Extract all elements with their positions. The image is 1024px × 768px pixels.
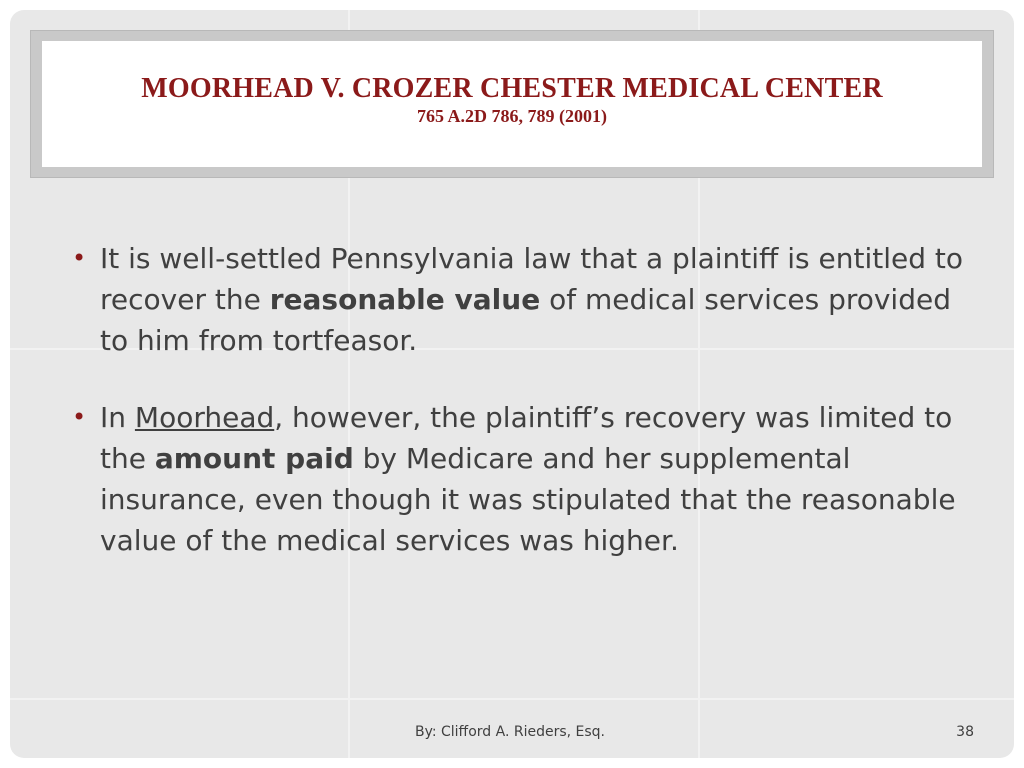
footer-author: By: Clifford A. Rieders, Esq. <box>414 724 606 740</box>
bullet-text: , however, the plaintiff’s recovery was limited to the <box>100 401 953 475</box>
bullet-marker-icon: • <box>72 244 87 272</box>
bullet-underlined-text: Moorhead <box>134 401 275 434</box>
slide-subtitle-citation: 765 A.2D 786, 789 (2001) <box>417 106 607 126</box>
bullet-text: by Medicare and her supplemental insurance, even though it was stipulated that the reasonable value of the medical services was higher. <box>100 442 956 557</box>
bullet-item <box>72 397 982 561</box>
slide-background <box>10 10 1014 758</box>
bullet-text: of medical services provided to him from tortfeasor. <box>100 283 951 357</box>
title-box <box>30 30 994 178</box>
bullet-marker-icon: • <box>72 403 87 431</box>
page-number: 38 <box>956 724 974 740</box>
bullet-bold-text: reasonable value <box>269 283 541 316</box>
title-panel <box>42 41 982 167</box>
bullet-text: In <box>100 401 135 434</box>
slide-title: MOORHEAD V. CROZER CHESTER MEDICAL CENTER <box>141 73 883 104</box>
background-grid-line <box>10 698 1014 700</box>
bullet-list <box>72 238 982 597</box>
bullet-text: It is well-settled Pennsylvania law that a plaintiff is entitled to recover the <box>100 242 964 316</box>
bullet-item <box>72 238 982 361</box>
bullet-bold-text: amount paid <box>154 442 354 475</box>
